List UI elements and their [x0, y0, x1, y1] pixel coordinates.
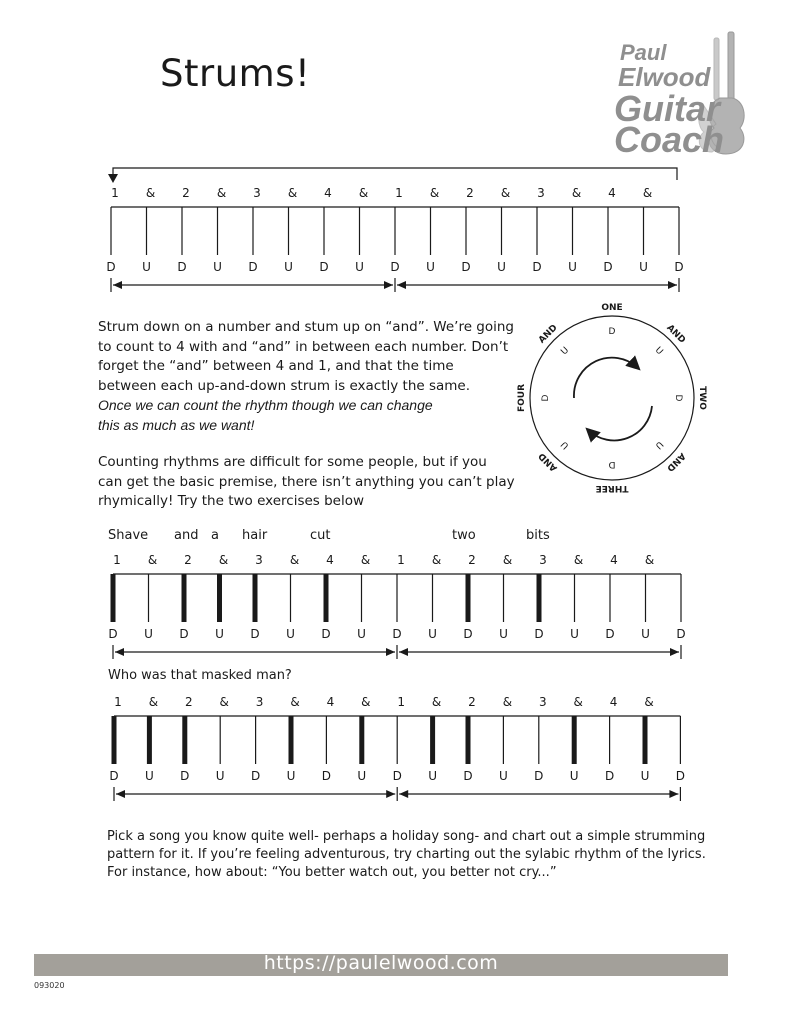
strum-label: D: [250, 769, 261, 783]
strum-label: D: [534, 769, 544, 783]
count-label: &: [429, 186, 440, 200]
footer-link[interactable]: https://paulelwood.com: [263, 952, 499, 974]
count-label: 4: [610, 553, 618, 567]
strum-label: U: [569, 769, 579, 783]
strum-label: D: [463, 627, 473, 641]
count-label: &: [358, 186, 369, 200]
strum-label: D: [463, 769, 473, 783]
count-label: 4: [324, 186, 332, 200]
count-label: &: [360, 553, 371, 567]
arrowhead-icon: [668, 281, 677, 289]
wheel-count-label: AND: [537, 450, 560, 473]
count-label: &: [642, 186, 653, 200]
strum-label: U: [213, 260, 222, 274]
strum-label: D: [319, 260, 329, 274]
count-label: &: [573, 695, 583, 709]
logo-word: Elwood: [618, 62, 711, 92]
rhythm-strip-basic: [0, 160, 791, 300]
wheel-strum-label: D: [608, 459, 616, 469]
wheel-strum-label: U: [652, 438, 665, 451]
text-line-italic: Once we can count the rhythm though we can change: [98, 397, 433, 413]
text-line: can get the basic premise, there isn’t anything you can’t play: [98, 473, 515, 490]
strum-label: D: [392, 769, 402, 783]
exercise2-title: Who was that masked man?: [108, 668, 292, 683]
text-line: Counting rhythms are difficult for some people, but if you: [98, 454, 487, 470]
arrowhead-icon: [399, 790, 408, 798]
strum-label: U: [428, 769, 437, 783]
strum-label: U: [144, 627, 153, 641]
count-label: 3: [538, 695, 547, 709]
lyric-word: two: [452, 528, 476, 543]
strum-label: D: [108, 627, 118, 641]
strum-label: D: [605, 627, 615, 641]
count-label: 3: [255, 695, 264, 709]
strum-label: U: [428, 627, 437, 641]
footer-bar: [34, 954, 728, 976]
count-label: &: [644, 695, 654, 709]
arrowhead-icon: [669, 790, 678, 798]
text-line-italic: this as much as we want!: [98, 416, 255, 433]
count-label: 4: [609, 695, 618, 709]
count-label: 1: [113, 553, 121, 567]
strum-label: D: [180, 769, 190, 783]
text-line: to count to 4 with and “and” in between each number. Don’t: [98, 338, 509, 355]
count-label: &: [145, 186, 156, 200]
count-label: &: [431, 553, 442, 567]
count-label: &: [500, 186, 511, 200]
count-label: 2: [184, 695, 193, 709]
strum-label: U: [497, 260, 506, 274]
strum-label: U: [641, 627, 650, 641]
count-label: 3: [537, 186, 545, 200]
wheel-count-label: AND: [537, 323, 560, 346]
arrowhead-icon: [397, 281, 406, 289]
logo-word: Paul: [620, 40, 667, 65]
arrowhead-icon: [115, 648, 124, 656]
count-label: &: [573, 553, 584, 567]
count-label: &: [502, 553, 513, 567]
arrowhead-icon: [113, 281, 122, 289]
text-line: pattern for it. If you’re feeling adventurous, try charting out the sylabic rhythm of the lyrics.: [107, 847, 706, 862]
strum-label: D: [177, 260, 187, 274]
wheel-count-label: AND: [664, 323, 687, 346]
text-line: forget the “and” between 4 and 1, and that the time: [98, 358, 454, 374]
strum-label: U: [286, 769, 296, 783]
strum-label: U: [357, 769, 367, 783]
strum-label: D: [461, 260, 471, 274]
page-title: Strums!: [160, 52, 311, 95]
count-label: 3: [255, 553, 263, 567]
arrowhead-icon: [399, 648, 408, 656]
count-label: 1: [111, 186, 119, 200]
lyric-word: bits: [526, 528, 550, 543]
count-label: 1: [114, 695, 122, 709]
lyric-word: hair: [242, 528, 268, 543]
count-label: 4: [608, 186, 616, 200]
count-label: &: [219, 695, 229, 709]
lyric-word: Shave: [108, 528, 149, 543]
strum-label: D: [390, 260, 400, 274]
strum-label: U: [215, 769, 225, 783]
page-code: 093020: [34, 981, 65, 990]
count-wheel: [512, 302, 712, 502]
strum-label: U: [570, 627, 579, 641]
repeat-line: [113, 168, 677, 180]
count-label: 1: [397, 553, 405, 567]
wheel-count-label: TWO: [697, 386, 707, 410]
strum-label: U: [639, 260, 648, 274]
count-label: 2: [184, 553, 192, 567]
count-label: 3: [253, 186, 261, 200]
arrow-icon: [574, 358, 638, 398]
logo-word: Coach: [614, 119, 725, 160]
count-label: &: [431, 695, 442, 709]
count-label: &: [147, 553, 158, 567]
strum-label: D: [534, 627, 544, 641]
strum-label: D: [106, 260, 116, 274]
strum-label: U: [568, 260, 577, 274]
strum-label: D: [392, 627, 402, 641]
strum-label: U: [355, 260, 364, 274]
arrowhead-icon: [116, 790, 125, 798]
wheel-strum-label: D: [541, 394, 551, 402]
strum-label: D: [676, 627, 686, 641]
count-label: &: [571, 186, 582, 200]
count-label: 2: [466, 186, 474, 200]
count-label: &: [287, 186, 298, 200]
strum-label: U: [284, 260, 293, 274]
lyric-word: a: [211, 528, 219, 543]
wheel-strum-label: D: [608, 327, 616, 337]
count-label: 2: [468, 695, 476, 709]
count-label: 1: [395, 186, 403, 200]
lyric-word: and: [174, 528, 199, 543]
text-line: Pick a song you know quite well- perhaps a holiday song- and chart out a simple strumming: [107, 829, 706, 844]
arrowhead-icon: [386, 790, 395, 798]
strum-label: D: [532, 260, 542, 274]
lyric-word: cut: [310, 528, 331, 543]
arrowhead-icon: [384, 281, 393, 289]
count-label: &: [361, 695, 371, 709]
count-label: 2: [468, 553, 476, 567]
intro-text: [98, 318, 518, 512]
text-line: For instance, how about: “You better watch out, you better not cry...”: [107, 865, 557, 880]
repeat-arrow-icon: [108, 174, 118, 183]
count-label: 3: [539, 553, 547, 567]
count-label: &: [290, 695, 300, 709]
count-label: 4: [326, 553, 334, 567]
count-label: &: [148, 695, 159, 709]
wheel-strum-label: U: [652, 345, 665, 358]
text-line: Strum down on a number and stum up on “and”. We’re going: [98, 319, 514, 335]
count-label: &: [289, 553, 300, 567]
strum-label: D: [604, 769, 615, 783]
wheel-count-label: ONE: [601, 303, 623, 313]
strum-label: D: [674, 260, 684, 274]
wheel-strum-label: D: [673, 394, 683, 402]
count-label: 4: [326, 695, 335, 709]
strum-label: D: [250, 627, 260, 641]
strum-label: D: [321, 627, 331, 641]
strum-label: U: [286, 627, 295, 641]
text-line: rhymically! Try the two exercises below: [98, 493, 365, 509]
count-label: &: [644, 553, 655, 567]
strum-label: D: [321, 769, 332, 783]
strum-label: D: [109, 769, 119, 783]
strum-label: U: [426, 260, 435, 274]
arrowhead-icon: [386, 648, 395, 656]
arrowhead-icon: [670, 648, 679, 656]
rhythm-strip-exercise2: [0, 688, 791, 808]
strum-label: U: [142, 260, 151, 274]
count-label: &: [216, 186, 227, 200]
strum-label: D: [248, 260, 258, 274]
text-line: between each up-and-down strum is exactly the same.: [98, 377, 471, 394]
count-label: &: [218, 553, 229, 567]
strum-label: U: [215, 627, 224, 641]
wheel-strum-label: U: [559, 345, 572, 358]
exercise1-lyrics: [0, 528, 791, 544]
wheel-count-label: THREE: [595, 483, 629, 493]
wheel-strum-label: U: [559, 438, 572, 451]
wheel-count-label: FOUR: [517, 383, 527, 413]
count-label: 2: [182, 186, 190, 200]
strum-label: U: [357, 627, 366, 641]
count-label: 1: [397, 695, 406, 709]
strum-label: U: [640, 769, 650, 783]
count-label: &: [502, 695, 513, 709]
arrow-icon: [588, 406, 652, 440]
strum-label: D: [675, 769, 686, 783]
rhythm-strip-exercise1: [0, 546, 791, 666]
strum-label: U: [499, 769, 508, 783]
strum-label: U: [499, 627, 508, 641]
closing-text: [107, 828, 727, 882]
wheel-circle: [530, 316, 694, 480]
strum-label: D: [603, 260, 613, 274]
strum-label: D: [179, 627, 189, 641]
strum-label: U: [145, 769, 154, 783]
logo-word: Guitar: [614, 88, 721, 129]
wheel-count-label: AND: [664, 450, 687, 473]
